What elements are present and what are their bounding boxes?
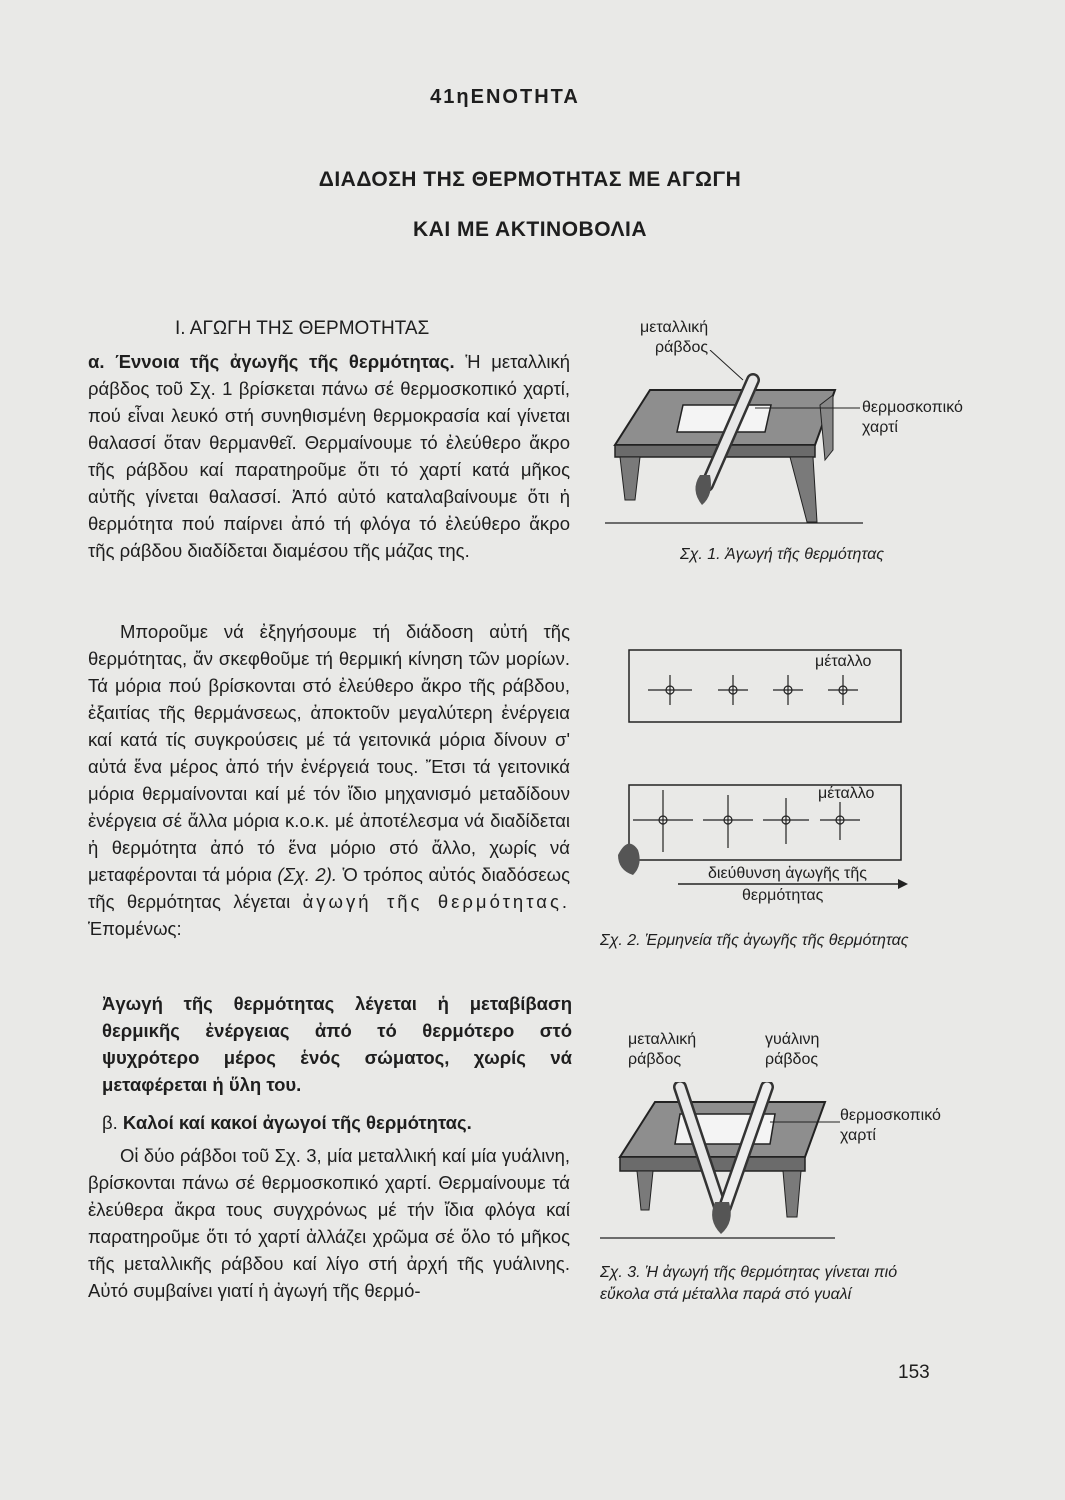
unit-header: 41ηΕΝΟΤΗΤΑ [430, 86, 580, 108]
fig3-glass-label-2: ράβδος [765, 1051, 819, 1068]
chapter-title-line2: ΚΑΙ ΜΕ ΑΚΤΙΝΟΒΟΛΙΑ [413, 218, 647, 241]
fig1-drawing [595, 350, 875, 530]
fig1-paper-label-1: θερμοσκοπικό [862, 399, 963, 416]
fig2-molecule [703, 795, 753, 848]
paragraph-b: Οἱ δύο ράβδοι τοῦ Σχ. 3, μία μεταλλική καί μία γυάλινη, βρίσκονται πάνω σέ θερμοσκοπικό χαρτί. Θερμαίνουμε τά ἐλεύθερα ἄκρα τους συγχρόνως μέ τήν ἴδια φλόγα καί παρατηροῦμε ὅτι τό χαρτί ἀλλάζει χρῶμα σέ ὅλο τό μῆκος τῆς μεταλλικῆς ράβδου καί λίγο στή ἀρχή τῆς γυάλινης. Αὐτό συμβαίνει γιατί ἡ ἀγωγή τῆς θερμό- [88, 1145, 570, 1301]
fig3-flame [712, 1202, 731, 1234]
fig3-drawing [595, 1082, 845, 1242]
fig3-metal-label-2: ράβδος [628, 1051, 682, 1068]
fig3-metal-label-1: μεταλλική [628, 1031, 697, 1048]
fig2-arrow-head [898, 879, 908, 889]
figure-reference: (Σχ. 2). [277, 864, 338, 885]
fig1-rod-label-2: ράβδος [655, 339, 709, 356]
paragraph-a [88, 348, 570, 564]
fig3-paper-label-1: θερμοσκοπικό [840, 1107, 941, 1124]
subsection-b-heading [102, 1112, 472, 1134]
fig1-paper-label-2: χαρτί [862, 419, 898, 436]
fig3-leg-right [783, 1171, 801, 1217]
section-heading: Ι. ΑΓΩΓΗ ΤΗΣ ΘΕΡΜΟΤΗΤΑΣ [175, 318, 430, 339]
paragraph-a-text: Ἡ μεταλλική ράβδος τοῦ Σχ. 1 βρίσκεται πάνω σέ θερμοσκοπικό χαρτί, πού εἶναι λευκό στή συνηθισμένη θερμοκρασία καί γίνεται θαλασσί ὅταν θερμανθεῖ. Θερμαίνουμε τό ἐλεύθερο ἄκρο τῆς ράβδου καί παρατηροῦμε ὅτι τό χαρτί κατά μῆκος αὐτῆς γίνεται θαλασσί. Ἀπό αὐτό καταλαβαίνουμε ὅτι ἡ θερμότητα πού παίρνει ἀπό τή φλόγα τό ἐλεύθερο ἄκρο τῆς ράβδου διαδίδεται διαμέσου τῆς μάζας της. [88, 351, 571, 561]
fig2-molecule [773, 675, 803, 705]
fig1-rod-pointer [710, 350, 743, 380]
fig2-direction-label-2: θερμότητας [742, 887, 824, 904]
fig2-metal-label-bottom: μέταλλο [818, 785, 875, 802]
fig1-caption: Σχ. 1. Ἀγωγή τῆς θερμότητας [680, 546, 884, 563]
fig1-leg-left [620, 457, 640, 500]
page-number: 153 [898, 1362, 930, 1383]
subsection-a-label: α. Έννοια τῆς ἀγωγῆς τῆς θερμότητας. [88, 351, 455, 372]
fig2-direction-label-1: διεύθυνση ἀγωγῆς τῆς [708, 865, 867, 882]
fig2-molecule [820, 802, 860, 840]
subsection-b-label: Καλοί καί κακοί ἀγωγοί τῆς θερμότητας. [122, 1112, 472, 1133]
chapter-title-line1: ΔΙΑΔΟΣΗ ΤΗΣ ΘΕΡΜΟΤΗΤΑΣ ΜΕ ΑΓΩΓΗ [318, 168, 742, 191]
fig3-glass-label-1: γυάλινη [765, 1031, 820, 1048]
fig2-metal-label-top: μέταλλο [815, 653, 872, 670]
fig1-flame [695, 475, 711, 505]
fig3-caption: Σχ. 3. Ἡ ἀγωγή τῆς θερμότητας γίνεται πιό εὔκολα στά μέταλλα παρά στό γυαλί [600, 1264, 898, 1303]
fig2-caption: Σχ. 2. Ἑρμηνεία τῆς ἀγωγῆς τῆς θερμότητας [600, 932, 909, 949]
fig1-paper [677, 405, 771, 432]
fig2-molecule [763, 798, 809, 844]
fig2-flame [618, 844, 640, 875]
subsection-b-letter: β. [102, 1112, 118, 1133]
paragraph-2-text-after: Ὁ τρόπος αὐτός διαδόσεως τῆς θερμότητας λέγεται [88, 864, 571, 912]
paragraph-2-tail: Ἑπομένως: [88, 918, 182, 939]
fig2-molecule [648, 675, 692, 705]
fig2-molecule [633, 790, 693, 852]
paragraph-2 [88, 618, 570, 942]
fig2-molecule [718, 675, 748, 705]
fig1-rod-label-1: μεταλλική [640, 319, 709, 336]
fig1-leg-back [820, 395, 833, 460]
fig1-leg-right [790, 457, 817, 522]
fig2-molecule [828, 675, 858, 705]
definition-block: Ἀγωγή τῆς θερμότητας λέγεται ἡ μεταβίβαση θερμικῆς ἐνέργειας ἀπό τό θερμότερο στό ψυχρότερο μέρος ἑνός σώματος, χωρίς νά μεταφέρεται ἡ ὕλη του. [102, 993, 572, 1095]
term-spaced: ἀγωγή τῆς θερμότητας. [302, 891, 571, 912]
fig3-paper-label-2: χαρτί [840, 1127, 876, 1144]
paragraph-2-text: Μποροῦμε νά ἐξηγήσουμε τή διάδοση αὐτή τῆς θερμότητας, ἄν σκεφθοῦμε τή θερμική κίνηση τῶν μορίων. Τά μόρια πού βρίσκονται στό ἐλεύθερο ἄκρο τῆς ράβδου, ἐξαιτίας τῆς θερμάνσεως, ἀποκτοῦν μεγαλύτερη ἐνέργεια καί κατά τίς συγκρούσεις μέ τά γειτονικά μόρια δίνουν σ' αὐτά ἕνα μέρος ἀπό τήν ἐνέργειά τους. Ἔτσι τά γειτονικά μόρια θερμαίνονται καί μέ τόν ἴδιο μηχανισμό μεταδίδουν ἐνέργεια σέ ἄλλα μόρια κ.ο.κ. μέ ἀποτέλεσμα νά διαδίδεται ἡ θερμότητα ἀπό τό ἕνα μόριο στό ἄλλο, χωρίς νά μεταφέρονται τά μόρια [88, 621, 570, 885]
fig3-leg-left [637, 1171, 653, 1210]
